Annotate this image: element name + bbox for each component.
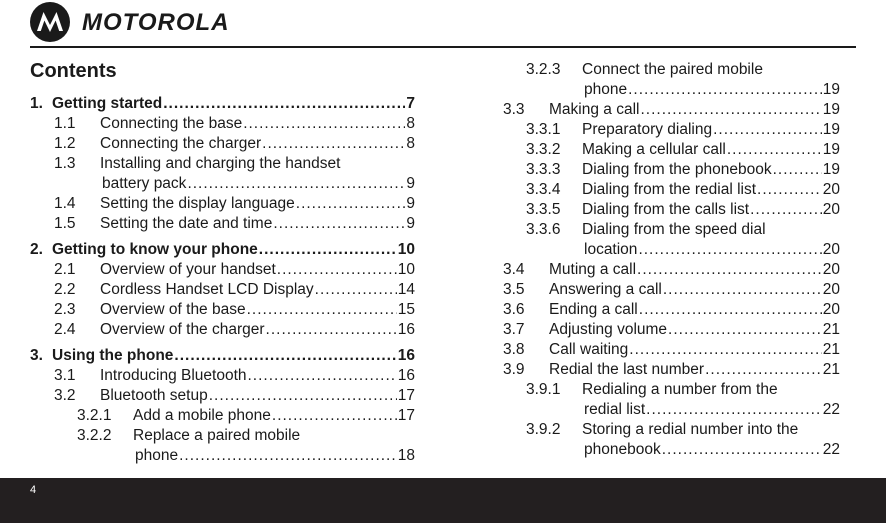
toc-page-number: 19 [822, 121, 840, 138]
toc-entry-continuation-row [479, 80, 840, 100]
toc-entry-title: Using the phone [52, 347, 174, 364]
toc-entry-title-continuation: battery pack [102, 175, 187, 192]
toc-dot-leader [773, 160, 822, 180]
toc-entry-title-line [549, 100, 840, 120]
toc-entry-title: Dialing from the phonebook [582, 161, 772, 178]
toc-entry-row [479, 380, 840, 400]
toc-entry-number: 1.5 [54, 215, 76, 232]
toc-entry-row [479, 180, 840, 200]
toc-entry-title: Answering a call [549, 281, 662, 298]
toc-entry-title-line [582, 60, 840, 80]
toc-page-number: 20 [822, 301, 840, 318]
page-title: Contents [30, 60, 117, 82]
toc-entry-number: 3.8 [503, 341, 525, 358]
toc-entry-number: 3.3.4 [526, 181, 561, 198]
header-rule [30, 46, 856, 48]
toc-entry-number: 2.1 [54, 261, 76, 278]
toc-entry-number: 3.3.5 [526, 201, 561, 218]
toc-entry-number: 3.3.1 [526, 121, 561, 138]
toc-entry-title: Introducing Bluetooth [100, 367, 247, 384]
toc-entry-title: Connecting the charger [100, 135, 262, 152]
toc-entry-title-line [100, 134, 415, 154]
toc-entry-title-line [584, 80, 840, 100]
toc-entry-row [479, 140, 840, 160]
toc-entry-title-line [52, 346, 415, 366]
toc-entry-number: 1.2 [54, 135, 76, 152]
toc-entry-continuation-row [479, 240, 840, 260]
toc-page-number: 8 [406, 135, 415, 152]
toc-entry-title: Getting started [52, 95, 163, 112]
toc-entry-title-line [102, 174, 415, 194]
toc-left-column [30, 94, 415, 466]
toc-entry-title-line [549, 360, 840, 380]
toc-entry-title-line [549, 260, 840, 280]
toc-entry-title: Overview of the charger [100, 321, 265, 338]
toc-entry-row [30, 386, 415, 406]
toc-entry-number: 3.2.3 [526, 61, 561, 78]
toc-page-number: 22 [822, 401, 840, 418]
toc-page-number: 16 [397, 367, 415, 384]
toc-entry-title: Connecting the base [100, 115, 243, 132]
toc-entry-title: Preparatory dialing [582, 121, 713, 138]
toc-entry-title-line [582, 380, 840, 400]
toc-page-number: 17 [397, 407, 415, 424]
toc-entry-title: Add a mobile phone [133, 407, 271, 424]
toc-entry-title-line [100, 386, 415, 406]
toc-entry-title-line [549, 300, 840, 320]
toc-entry-title-continuation: redial list [584, 401, 646, 418]
toc-entry-title-line [582, 220, 840, 240]
toc-dot-leader [662, 440, 822, 460]
toc-page-number: 19 [822, 161, 840, 178]
toc-entry-title-line [582, 140, 840, 160]
toc-dot-leader [272, 406, 397, 426]
toc-entry-title-line [100, 280, 415, 300]
toc-dot-leader [315, 280, 397, 300]
toc-dot-leader [663, 280, 822, 300]
toc-entry-title: Bluetooth setup [100, 387, 208, 404]
toc-entry-title: Setting the display language [100, 195, 295, 212]
toc-entry-title-line [100, 214, 415, 234]
toc-page-number: 21 [822, 341, 840, 358]
toc-entry-row [30, 154, 415, 174]
toc-chapter-row [30, 346, 415, 366]
toc-entry-title: Dialing from the redial list [582, 181, 757, 198]
toc-entry-row [30, 426, 415, 446]
toc-entry-title: Cordless Handset LCD Display [100, 281, 314, 298]
toc-entry-number: 3.1 [54, 367, 76, 384]
toc-entry-number: 1. [30, 95, 43, 112]
toc-page-number: 19 [822, 141, 840, 158]
toc-page-number: 15 [397, 301, 415, 318]
toc-entry-title-line [100, 194, 415, 214]
toc-dot-leader [705, 360, 822, 380]
toc-entry-title-line [133, 406, 415, 426]
toc-entry-title: Ending a call [549, 301, 638, 318]
toc-page-number: 14 [397, 281, 415, 298]
toc-dot-leader [262, 134, 405, 154]
toc-entry-row [30, 260, 415, 280]
toc-entry-row [30, 406, 415, 426]
toc-entry-number: 3.2 [54, 387, 76, 404]
toc-entry-number: 3.7 [503, 321, 525, 338]
toc-dot-leader [757, 180, 822, 200]
toc-page-number: 16 [397, 347, 415, 364]
toc-entry-title-line [549, 340, 840, 360]
toc-entry-title-continuation: phone [584, 81, 628, 98]
toc-entry-title: Overview of the base [100, 301, 246, 318]
toc-page-number: 18 [397, 447, 415, 464]
toc-dot-leader [628, 80, 822, 100]
toc-entry-title: Setting the date and time [100, 215, 273, 232]
toc-entry-title-continuation: location [584, 241, 638, 258]
toc-entry-title-line [582, 120, 840, 140]
toc-entry-row [30, 300, 415, 320]
toc-entry-title: Getting to know your phone [52, 241, 258, 258]
toc-entry-title-line [100, 366, 415, 386]
toc-page-number: 20 [822, 281, 840, 298]
toc-entry-row [479, 300, 840, 320]
toc-page-number: 21 [822, 361, 840, 378]
toc-entry-title: Redial the last number [549, 361, 705, 378]
toc-dot-leader [646, 400, 822, 420]
toc-entry-continuation-row [479, 400, 840, 420]
toc-dot-leader [243, 114, 405, 134]
toc-entry-title-line [582, 160, 840, 180]
toc-chapter-row [30, 240, 415, 260]
toc-page-number: 20 [822, 201, 840, 218]
toc-entry-number: 3.4 [503, 261, 525, 278]
toc-entry-row [30, 320, 415, 340]
toc-page-number: 19 [822, 81, 840, 98]
toc-entry-title: Connect the paired mobile [582, 61, 763, 78]
toc-page-number: 9 [406, 195, 415, 212]
toc-entry-title-line [100, 300, 415, 320]
toc-page-number: 10 [397, 241, 415, 258]
toc-page-number: 7 [406, 95, 415, 112]
toc-entry-row [30, 214, 415, 234]
toc-chapter-row [30, 94, 415, 114]
toc-dot-leader [638, 240, 821, 260]
toc-entry-title-line [582, 180, 840, 200]
toc-dot-leader [277, 260, 397, 280]
toc-entry-row [479, 200, 840, 220]
toc-entry-row [479, 160, 840, 180]
toc-dot-leader [248, 366, 397, 386]
toc-entry-row [479, 360, 840, 380]
toc-page-number: 9 [406, 215, 415, 232]
toc-entry-row [479, 60, 840, 80]
toc-page-number: 22 [822, 441, 840, 458]
toc-dot-leader [637, 260, 822, 280]
toc-entry-row [479, 340, 840, 360]
toc-dot-leader [668, 320, 822, 340]
toc-entry-title: Redialing a number from the [582, 381, 778, 398]
toc-entry-row [30, 280, 415, 300]
toc-entry-title: Adjusting volume [549, 321, 668, 338]
page-number: 4 [30, 484, 37, 496]
toc-entry-number: 3.3.2 [526, 141, 561, 158]
toc-entry-title: Call waiting [549, 341, 629, 358]
toc-dot-leader [266, 320, 397, 340]
toc-page-number: 19 [822, 101, 840, 118]
toc-dot-leader [163, 94, 405, 114]
toc-dot-leader [187, 174, 405, 194]
toc-entry-title-line [52, 240, 415, 260]
toc-entry-number: 3.3 [503, 101, 525, 118]
toc-entry-number: 2. [30, 241, 43, 258]
toc-entry-title-line [133, 426, 415, 446]
toc-entry-number: 3.2.1 [77, 407, 112, 424]
toc-entry-title-line [549, 320, 840, 340]
toc-entry-title-line [52, 94, 415, 114]
toc-entry-continuation-row [30, 446, 415, 466]
toc-entry-title: Storing a redial number into the [582, 421, 799, 438]
toc-dot-leader [640, 100, 821, 120]
toc-entry-title: Installing and charging the handset [100, 155, 341, 172]
toc-entry-title: Overview of your handset [100, 261, 276, 278]
toc-dot-leader [639, 300, 822, 320]
toc-entry-row [479, 420, 840, 440]
toc-entry-row [30, 194, 415, 214]
toc-entry-number: 1.3 [54, 155, 76, 172]
toc-entry-row [479, 320, 840, 340]
toc-page-number: 20 [822, 181, 840, 198]
toc-dot-leader [713, 120, 822, 140]
toc-entry-title: Muting a call [549, 261, 637, 278]
toc-entry-title-continuation: phone [135, 447, 179, 464]
toc-entry-number: 2.2 [54, 281, 76, 298]
toc-entry-row [30, 114, 415, 134]
toc-entry-number: 2.3 [54, 301, 76, 318]
toc-right-column [479, 60, 840, 460]
toc-entry-continuation-row [479, 440, 840, 460]
toc-entry-number: 1.4 [54, 195, 76, 212]
toc-entry-title-continuation: phonebook [584, 441, 661, 458]
toc-entry-title-line [582, 200, 840, 220]
toc-dot-leader [273, 214, 405, 234]
toc-entry-title-line [100, 320, 415, 340]
toc-dot-leader [179, 446, 397, 466]
toc-dot-leader [209, 386, 397, 406]
toc-entry-title: Dialing from the speed dial [582, 221, 766, 238]
toc-dot-leader [727, 140, 822, 160]
toc-entry-title-line [100, 114, 415, 134]
toc-entry-title-line [584, 240, 840, 260]
toc-entry-title: Replace a paired mobile [133, 427, 301, 444]
toc-entry-number: 3.9 [503, 361, 525, 378]
toc-dot-leader [629, 340, 821, 360]
toc-page-number: 20 [822, 261, 840, 278]
toc-entry-title-line [584, 400, 840, 420]
toc-dot-leader [247, 300, 397, 320]
toc-entry-number: 3.6 [503, 301, 525, 318]
toc-entry-number: 3.9.1 [526, 381, 561, 398]
toc-entry-number: 2.4 [54, 321, 76, 338]
toc-entry-title: Making a call [549, 101, 640, 118]
toc-entry-row [479, 120, 840, 140]
toc-entry-row [479, 100, 840, 120]
toc-dot-leader [174, 346, 396, 366]
toc-entry-title-line [549, 280, 840, 300]
toc-dot-leader [750, 200, 822, 220]
toc-page-number: 8 [406, 115, 415, 132]
toc-entry-continuation-row [30, 174, 415, 194]
toc-entry-row [30, 366, 415, 386]
toc-page-number: 9 [406, 175, 415, 192]
motorola-batwing-icon [30, 2, 70, 42]
toc-entry-number: 3. [30, 347, 43, 364]
toc-entry-title: Dialing from the calls list [582, 201, 750, 218]
toc-entry-title: Making a cellular call [582, 141, 726, 158]
footer-bar [0, 478, 886, 523]
toc-page-number: 17 [397, 387, 415, 404]
toc-entry-number: 3.9.2 [526, 421, 561, 438]
toc-entry-row [479, 220, 840, 240]
toc-entry-row [479, 260, 840, 280]
toc-dot-leader [259, 240, 397, 260]
toc-page-number: 16 [397, 321, 415, 338]
toc-dot-leader [296, 194, 406, 214]
toc-page-number: 10 [397, 261, 415, 278]
toc-entry-number: 1.1 [54, 115, 76, 132]
toc-entry-number: 3.3.3 [526, 161, 561, 178]
toc-entry-title-line [582, 420, 840, 440]
toc-page-number: 20 [822, 241, 840, 258]
toc-entry-title-line [100, 154, 415, 174]
toc-entry-number: 3.5 [503, 281, 525, 298]
toc-entry-title-line [584, 440, 840, 460]
toc-entry-row [30, 134, 415, 154]
toc-page-number: 21 [822, 321, 840, 338]
toc-entry-number: 3.3.6 [526, 221, 561, 238]
brand-name: MOTOROLA [82, 9, 230, 36]
toc-entry-title-line [100, 260, 415, 280]
toc-entry-row [479, 280, 840, 300]
toc-entry-number: 3.2.2 [77, 427, 112, 444]
toc-entry-title-line [135, 446, 415, 466]
